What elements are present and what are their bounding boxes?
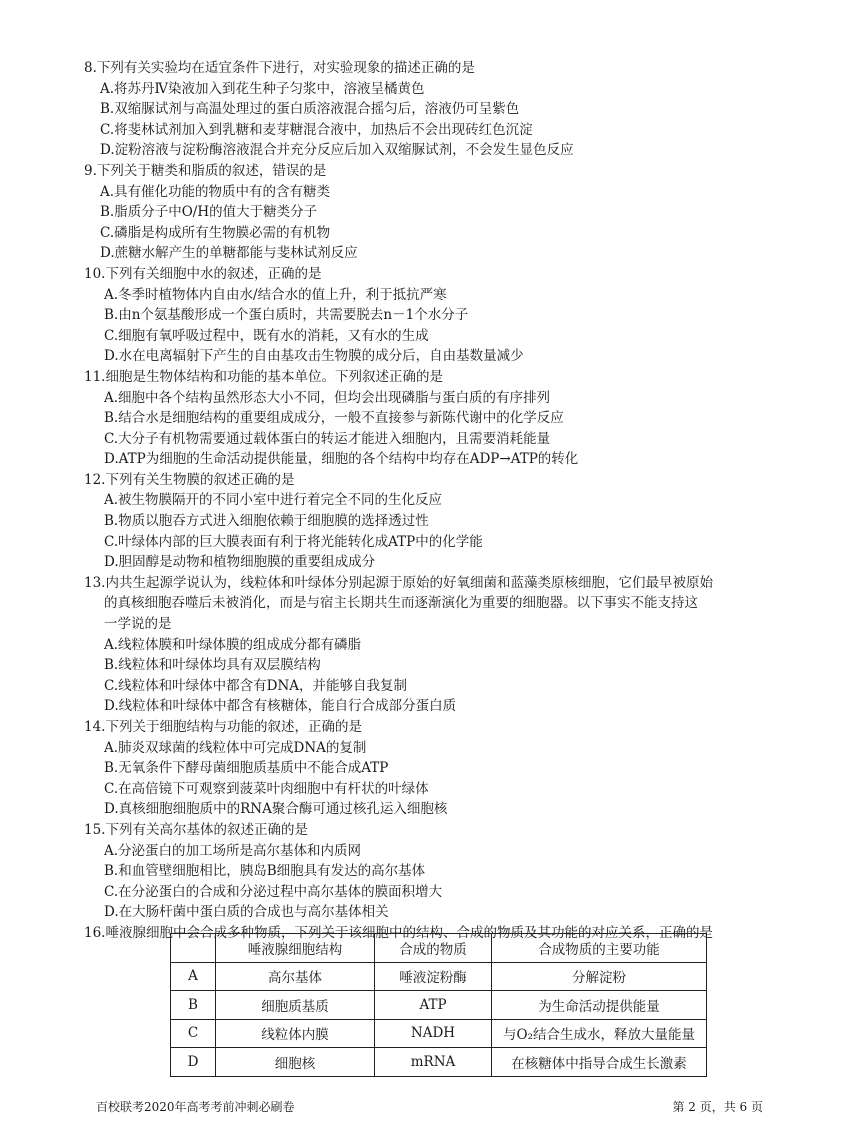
table-cell: 在核糖体中指导合成生长激素: [492, 1048, 707, 1077]
option-d: D.蔗糖水解产生的单糖都能与斐林试剂反应: [100, 245, 358, 262]
table-header-row: [171, 934, 707, 963]
option-c: C.叶绿体内部的巨大膜表面有利于将光能转化成ATP中的化学能: [104, 533, 483, 550]
option-c: C.在高倍镜下可观察到菠菜叶肉细胞中有杆状的叶绿体: [104, 780, 429, 797]
option-c: C.线粒体和叶绿体中都含有DNA，并能够自我复制: [104, 677, 408, 694]
table-cell: mRNA: [375, 1048, 492, 1077]
question-9: [84, 161, 784, 264]
table-cell: 为生命活动提供能量: [492, 991, 707, 1020]
option-a: A.细胞中各个结构虽然形态大小不同，但均会出现磷脂与蛋白质的有序排列: [104, 389, 551, 406]
table-header-cell: 合成的物质: [375, 934, 492, 963]
option-b: B.双缩脲试剂与高温处理过的蛋白质溶液混合摇匀后，溶液仍可呈紫色: [100, 101, 520, 118]
question-15: [84, 820, 784, 923]
table-cell: D: [171, 1048, 216, 1077]
question-stem: 15.下列有关高尔基体的叙述正确的是: [84, 821, 308, 838]
option-a: A.肺炎双球菌的线粒体中可完成DNA的复制: [104, 739, 367, 756]
table-cell: NADH: [375, 1019, 492, 1048]
question-8: [84, 58, 784, 161]
question-11: [84, 367, 784, 470]
question-stem: 12.下列有关生物膜的叙述正确的是: [84, 471, 295, 488]
table-cell: ATP: [375, 991, 492, 1020]
table-row: [171, 991, 707, 1020]
question-stem: 14.下列关于细胞结构与功能的叙述，正确的是: [84, 719, 362, 735]
table-row: [171, 1048, 707, 1077]
question-10: [84, 264, 784, 367]
option-a: A.冬季时植物体内自由水/结合水的值上升，利于抵抗严寒: [104, 286, 447, 303]
question-stem: 9.下列关于糖类和脂质的叙述，错误的是: [84, 162, 327, 179]
question-stem: 8.下列有关实验均在适宜条件下进行，对实验现象的描述正确的是: [84, 60, 475, 76]
option-a: A.分泌蛋白的加工场所是高尔基体和内质网: [104, 842, 362, 859]
table-cell: B: [171, 991, 216, 1020]
table-cell: C: [171, 1019, 216, 1048]
question-stem: 10.下列有关细胞中水的叙述，正确的是: [84, 265, 322, 282]
option-d: D.水在电离辐射下产生的自由基攻击生物膜的成分后，自由基数量减少: [104, 348, 524, 365]
table-header-cell: 唾液腺细胞结构: [216, 934, 375, 963]
option-b: B.线粒体和叶绿体均具有双层膜结构: [104, 657, 321, 674]
option-b: B.脂质分子中O/H的值大于糖类分子: [100, 204, 318, 221]
table-header-cell: 合成物质的主要功能: [492, 934, 707, 963]
question-stem-line-3: 一学说的是: [104, 616, 172, 633]
option-b: B.由n个氨基酸形成一个蛋白质时，共需要脱去n－1个水分子: [104, 307, 469, 324]
option-d: D.真核细胞细胞质中的RNA聚合酶可通过核孔运入细胞核: [104, 801, 448, 818]
option-a: A.将苏丹Ⅳ染液加入到花生种子匀浆中，溶液呈橘黄色: [100, 80, 425, 97]
question-list: [84, 58, 784, 944]
option-c: C.将斐林试剂加入到乳糖和麦芽糖混合液中，加热后不会出现砖红色沉淀: [100, 121, 533, 138]
footer-exam-name: 百校联考2020年高考考前冲刺必刷卷: [96, 1100, 295, 1114]
option-a: A.具有催化功能的物质中有的含有糖类: [100, 183, 331, 200]
option-b: B.和血管壁细胞相比，胰岛B细胞具有发达的高尔基体: [104, 863, 426, 880]
option-b: B.结合水是细胞结构的重要组成成分，一般不直接参与新陈代谢中的化学反应: [104, 410, 564, 427]
table-cell: A: [171, 962, 216, 991]
table-cell: 细胞质基质: [216, 991, 375, 1020]
option-b: B.物质以胞吞方式进入细胞依赖于细胞膜的选择透过性: [104, 513, 429, 530]
option-c: C.大分子有机物需要通过载体蛋白的转运才能进入细胞内，且需要消耗能量: [104, 430, 551, 447]
question-stem: 11.细胞是生物体结构和功能的基本单位。下列叙述正确的是: [84, 368, 443, 385]
table-cell: 线粒体内膜: [216, 1019, 375, 1048]
table-cell: 唾液淀粉酶: [375, 962, 492, 991]
table-row: [171, 962, 707, 991]
table-cell: 与O₂结合生成水，释放大量能量: [492, 1019, 707, 1048]
table-cell: 分解淀粉: [492, 962, 707, 991]
question-14: [84, 717, 784, 820]
option-a: A.线粒体膜和叶绿体膜的组成成分都有磷脂: [104, 636, 362, 653]
table-cell: 细胞核: [216, 1048, 375, 1077]
question-stem-line-1: 13.内共生起源学说认为，线粒体和叶绿体分别起源于原始的好氧细菌和蓝藻类原核细胞，它们最早被原始: [84, 574, 713, 591]
option-d: D.线粒体和叶绿体中都含有核糖体，能自行合成部分蛋白质: [104, 698, 457, 715]
footer-page-number: 第 2 页，共 6 页: [672, 1100, 763, 1114]
option-c: C.细胞有氧呼吸过程中，既有水的消耗，又有水的生成: [104, 327, 429, 344]
structure-function-table: [170, 933, 707, 1077]
question-13: [84, 573, 784, 717]
option-d: D.ATP为细胞的生命活动提供能量，细胞的各个结构中均存在ADP→ATP的转化: [104, 451, 579, 468]
option-d: D.胆固醇是动物和植物细胞膜的重要组成成分: [104, 554, 376, 571]
option-a: A.被生物膜隔开的不同小室中进行着完全不同的生化反应: [104, 492, 443, 509]
option-b: B.无氧条件下酵母菌细胞质基质中不能合成ATP: [104, 760, 389, 777]
option-d: D.在大肠杆菌中蛋白质的合成也与高尔基体相关: [104, 904, 389, 921]
option-d: D.淀粉溶液与淀粉酶溶液混合并充分反应后加入双缩脲试剂，不会发生显色反应: [100, 142, 574, 159]
question-stem-line-2: 的真核细胞吞噬后未被消化，而是与宿主长期共生而逐渐演化为重要的细胞器。以下事实不能支持这: [104, 595, 698, 612]
table-header-cell: [171, 934, 216, 963]
option-c: C.磷脂是构成所有生物膜必需的有机物: [100, 224, 331, 241]
question-12: [84, 470, 784, 573]
question-stem: 16.唾液腺细胞中会合成多种物质，下列关于该细胞中的结构、合成的物质及其功能的对应关系，正确的是: [84, 924, 713, 941]
table-row: [171, 1019, 707, 1048]
table-cell: 高尔基体: [216, 962, 375, 991]
option-c: C.在分泌蛋白的合成和分泌过程中高尔基体的膜面积增大: [104, 883, 443, 900]
